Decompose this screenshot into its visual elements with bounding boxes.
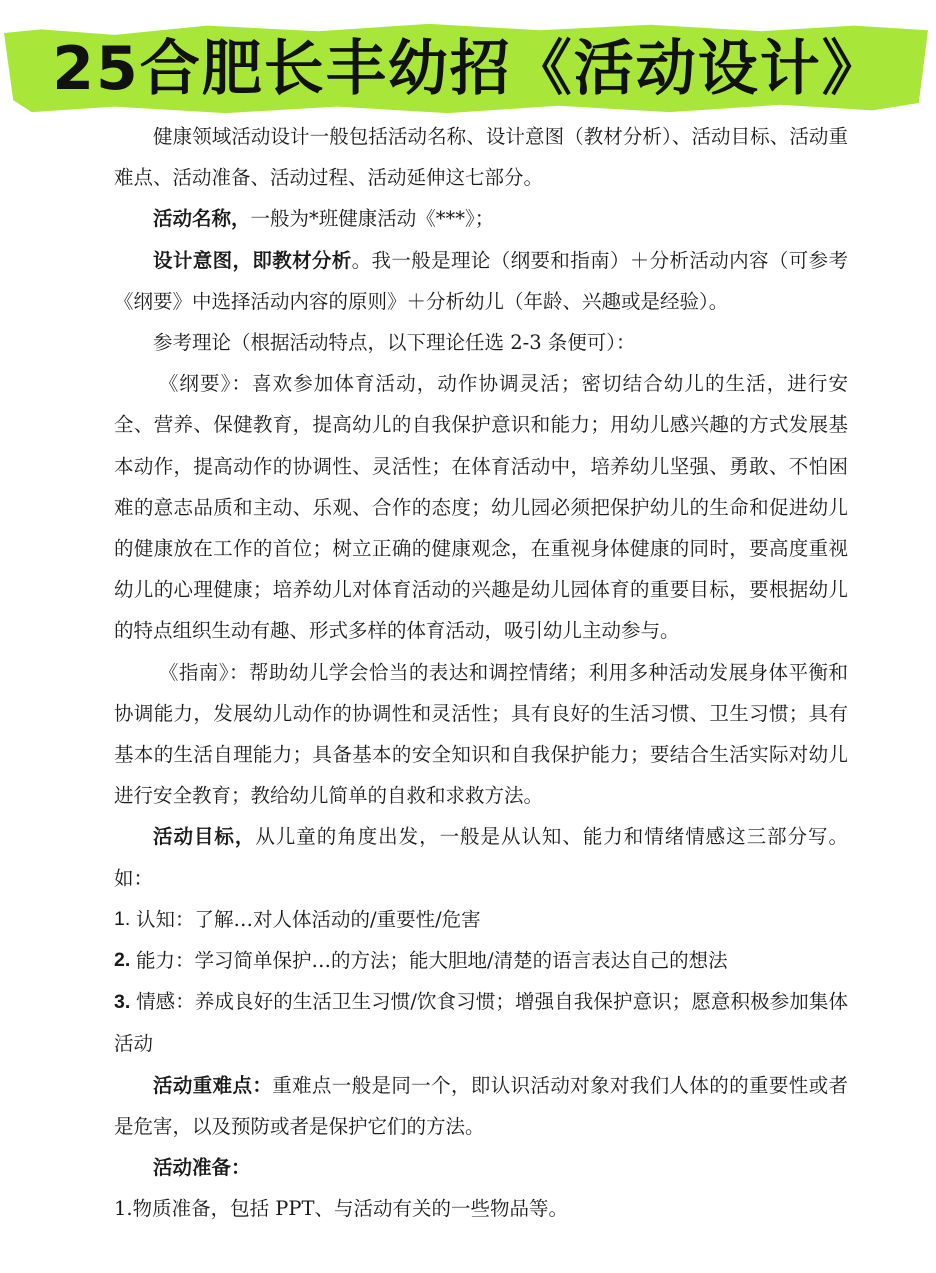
goal-item-number: 1.	[114, 907, 131, 930]
activity-goal-label: 活动目标，	[153, 825, 256, 849]
goal-item-text: 认知：了解…对人体活动的/重要性/危害	[136, 907, 481, 931]
activity-name-label: 活动名称，	[153, 207, 251, 231]
activity-name-paragraph	[114, 198, 848, 239]
key-points-text: 重难点一般是同一个，即认识活动对象对我们人体的的重要性或者是危害，以及预防或者是保护它们的方法。	[114, 1073, 848, 1138]
goal-item	[114, 899, 848, 940]
activity-name-text: 一般为*班健康活动《***》；	[250, 207, 495, 231]
goal-item-number: 2.	[114, 949, 131, 972]
goal-item-text: 情感：养成良好的生活卫生习惯/饮食习惯；增强自我保护意识；愿意积极参加集体活动	[114, 990, 848, 1056]
zhinan-paragraph: 《指南》：帮助幼儿学会恰当的表达和调控情绪；利用多种活动发展身体平衡和协调能力，发展幼儿动作的协调性和灵活性；具有良好的生活习惯、卫生习惯；具有基本的生活自理能力；具备基本的安全知识和自我保护能力；要结合生活实际对幼儿进行安全教育；教给幼儿简单的自救和求救方法。	[114, 660, 848, 808]
preparation-item: 1.物质准备，包括 PPT、与活动有关的一些物品等。	[114, 1197, 569, 1221]
gangyao-paragraph: 《纲要》：喜欢参加体育活动，动作协调灵活；密切结合幼儿的生活，进行安全、营养、保健教育，提高幼儿的自我保护意识和能力；用幼儿感兴趣的方式发展基本动作，提高动作的协调性、灵活性；在体育活动中，培养幼儿坚强、勇敢、不怕困难的意志品质和主动、乐观、合作的态度；幼儿园必须把保护幼儿的生命和促进幼儿的健康放在工作的首位；树立正确的健康观念，在重视身体健康的同时，要高度重视幼儿的心理健康；培养幼儿对体育活动的兴趣是幼儿园体育的重要目标，要根据幼儿的特点组织生动有趣、形式多样的体育活动，吸引幼儿主动参与。	[114, 372, 848, 643]
key-points-label: 活动重难点：	[153, 1073, 273, 1097]
activity-goal-text: 从儿童的角度出发，一般是从认知、能力和情绪情感这三部分写。如：	[114, 825, 848, 890]
design-intent-paragraph	[114, 240, 848, 322]
design-intent-text: 。我一般是理论（纲要和指南）＋分析活动内容（可参考《纲要》中选择活动内容的原则》＋分析幼儿（年龄、兴趣或是经验）。	[114, 248, 848, 313]
goal-item	[114, 981, 848, 1064]
intro-paragraph: 健康领域活动设计一般包括活动名称、设计意图（教材分析）、活动目标、活动重难点、活动准备、活动过程、活动延伸这七部分。	[114, 125, 848, 190]
design-intent-label: 设计意图，即教材分析	[153, 248, 352, 272]
goal-item-text: 能力：学习简单保护…的方法；能大胆地/清楚的语言表达自己的想法	[136, 949, 728, 973]
goal-item-number: 3.	[114, 991, 131, 1014]
preparation-label: 活动准备：	[153, 1156, 251, 1180]
document-body	[114, 116, 848, 1229]
activity-goal-paragraph	[114, 816, 848, 898]
theory-paragraph: 参考理论（根据活动特点，以下理论任选 2-3 条便可）：	[153, 331, 636, 355]
page-title: 25合肥长丰幼招《活动设计》	[52, 34, 884, 104]
key-points-paragraph	[114, 1065, 848, 1147]
goal-item	[114, 940, 848, 981]
preparation-heading	[114, 1147, 848, 1188]
